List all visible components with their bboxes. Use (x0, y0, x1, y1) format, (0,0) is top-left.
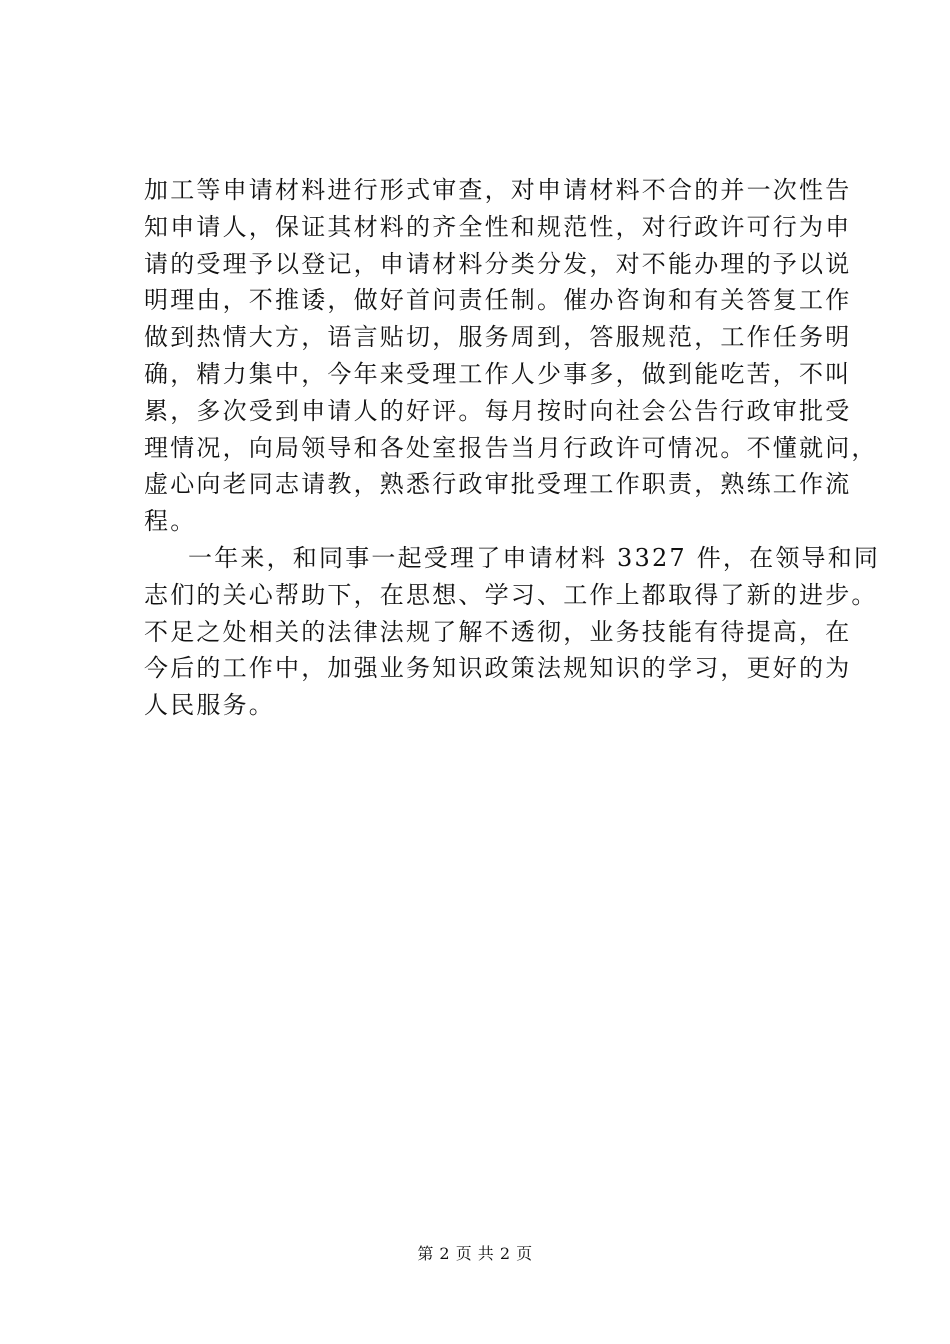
text-line: 今后的工作中，加强业务知识政策法规知识的学习，更好的为 (144, 654, 852, 683)
text-line: 人民服务。 (144, 691, 275, 720)
document-body (144, 172, 881, 724)
text-line: 知申请人，保证其材料的齐全性和规范性，对行政许可行为申 (144, 212, 852, 241)
text-line: 明理由，不推诿，做好首问责任制。催办咨询和有关答复工作 (144, 286, 852, 315)
text-line: 理情况，向局领导和各处室报告当月行政许可情况。不懂就问， (144, 433, 878, 462)
text-line: 虚心向老同志请教，熟悉行政审批受理工作职责，熟练工作流 (144, 470, 852, 499)
text-line: 志们的关心帮助下，在思想、学习、工作上都取得了新的进步。 (144, 580, 878, 609)
text-line: 确，精力集中，今年来受理工作人少事多，做到能吃苦，不叫 (144, 359, 852, 388)
text-line: 累，多次受到申请人的好评。每月按时向社会公告行政审批受 (144, 396, 852, 425)
paragraph-1 (144, 172, 878, 540)
text-line: 程。 (144, 507, 197, 536)
text-line: 加工等申请材料进行形式审查，对申请材料不合的并一次性告 (144, 176, 852, 204)
paragraph-2 (144, 540, 881, 724)
text-line: 做到热情大方，语言贴切，服务周到，答服规范，工作任务明 (144, 323, 852, 352)
text-line: 请的受理予以登记，申请材料分类分发，对不能办理的予以说 (144, 249, 852, 278)
text-line: 一年来，和同事一起受理了申请材料 3327 件，在领导和同 (188, 543, 881, 572)
page-footer: 第 2 页 共 2 页 (417, 1244, 533, 1263)
text-line: 不足之处相关的法律法规了解不透彻，业务技能有待提高，在 (144, 617, 852, 646)
